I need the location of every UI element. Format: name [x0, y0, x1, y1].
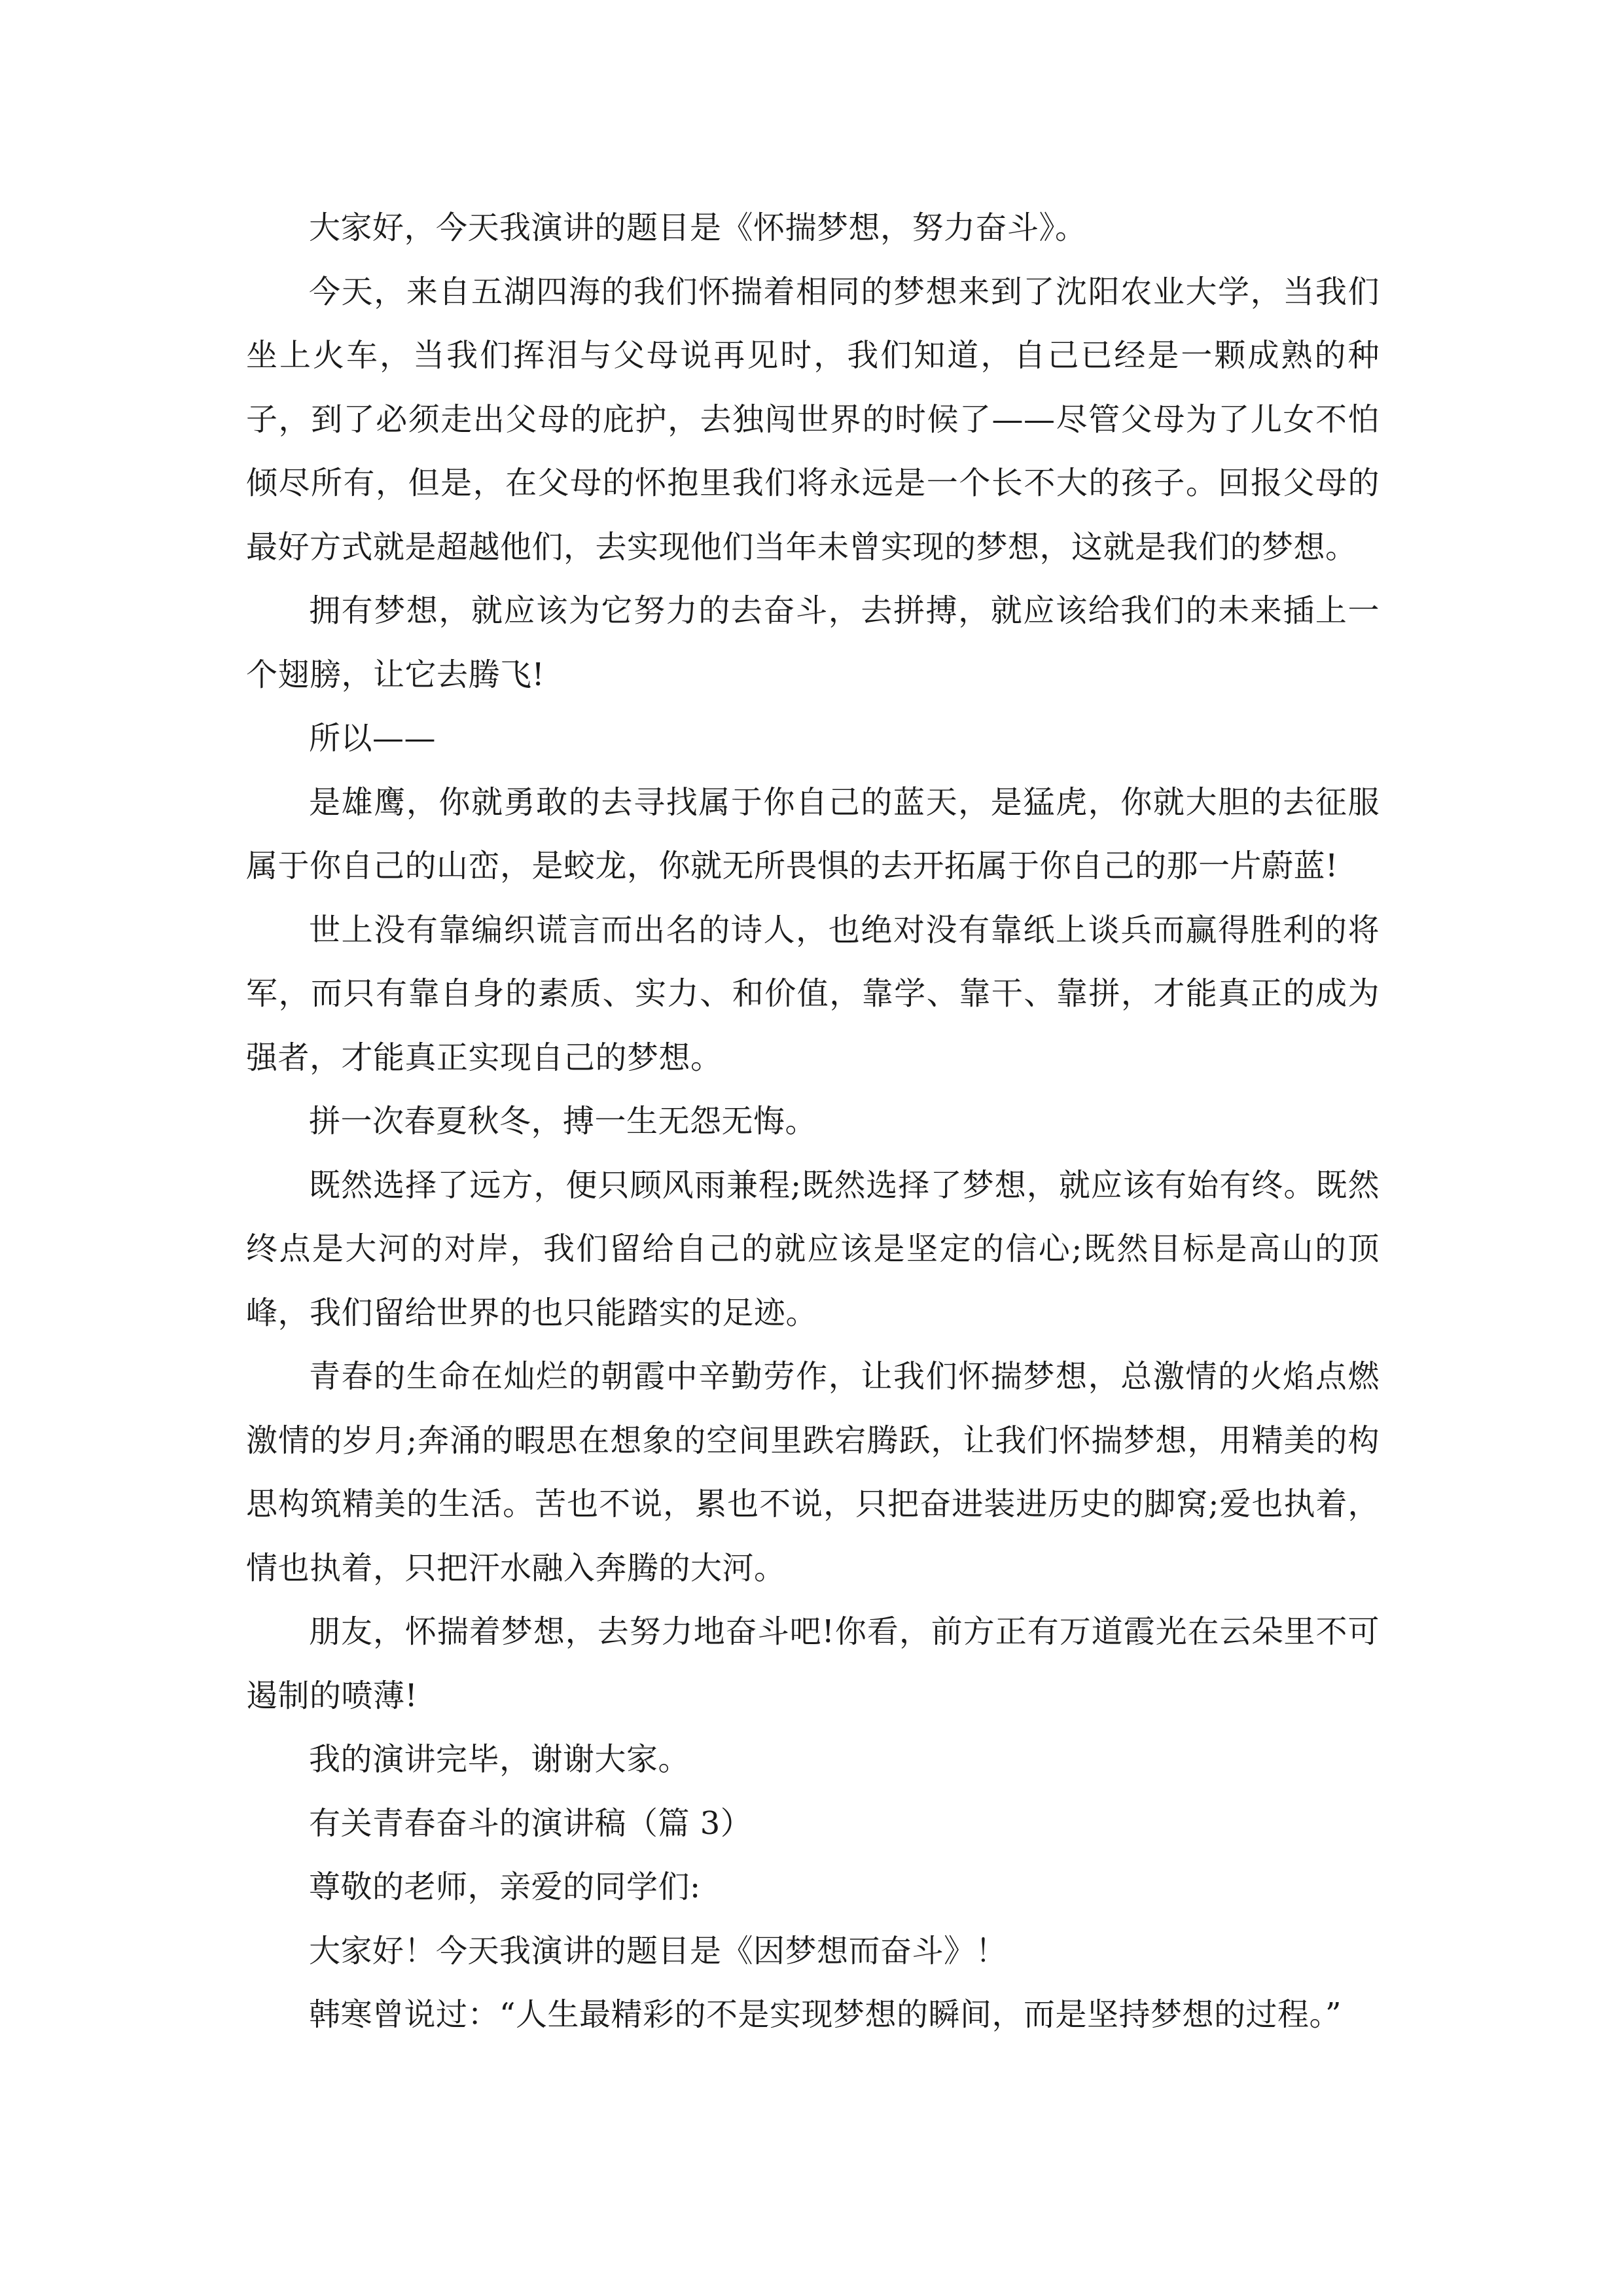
paragraph-therefore: 所以——	[309, 720, 437, 757]
paragraph-four-seasons: 拼一次春夏秋冬，搏一生无怨无悔。	[309, 1103, 817, 1139]
paragraph-chosen-distance: 既然选择了远方，便只顾风雨兼程;既然选择了梦想，就应该有始有终。既然终点是大河的对岸，我们留给自己的就应该是坚定的信心;既然目标是高山的顶峰，我们留给世界的也只能踏实的足迹。	[246, 1166, 1380, 1331]
paragraph-han-han-quote: 韩寒曾说过：“人生最精彩的不是实现梦想的瞬间，而是坚持梦想的过程。”	[309, 1996, 1342, 2033]
document-body	[246, 196, 1380, 2047]
paragraph-arrival: 今天，来自五湖四海的我们怀揣着相同的梦想来到了沈阳农业大学，当我们坐上火车，当我们挥泪与父母说再见时，我们知道，自己已经是一颗成熟的种子，到了必须走出父母的庇护，去独闯世界的时候了——尽管父母为了儿女不怕倾尽所有，但是，在父母的怀抱里我们将永远是一个长不大的孩子。回报父母的最好方式就是超越他们，去实现他们当年未曾实现的梦想，这就是我们的梦想。	[246, 273, 1380, 565]
paragraph-poet-general: 世上没有靠编织谎言而出名的诗人，也绝对没有靠纸上谈兵而赢得胜利的将军，而只有靠自身的素质、实力、和价值，靠学、靠干、靠拼，才能真正的成为强者，才能真正实现自己的梦想。	[246, 911, 1380, 1076]
paragraph-closing-thanks: 我的演讲完毕，谢谢大家。	[309, 1741, 690, 1778]
paragraph-greeting: 大家好，今天我演讲的题目是《怀揣梦想，努力奋斗》。	[309, 209, 1087, 246]
paragraph-eagle-tiger-dragon: 是雄鹰，你就勇敢的去寻找属于你自己的蓝天，是猛虎，你就大胆的去征服属于你自己的山峦，是蛟龙，你就无所畏惧的去开拓属于你自己的那一片蔚蓝!	[246, 783, 1380, 884]
paragraph-greeting-2: 大家好！今天我演讲的题目是《因梦想而奋斗》！	[309, 1932, 1008, 1969]
paragraph-friends: 朋友，怀揣着梦想，去努力地奋斗吧!你看，前方正有万道霞光在云朵里不可遏制的喷薄!	[246, 1613, 1380, 1714]
paragraph-youth-life: 青春的生命在灿烂的朝霞中辛勤劳作，让我们怀揣梦想，总激情的火焰点燃激情的岁月;奔涌的暇思在想象的空间里跌宕腾跃，让我们怀揣梦想，用精美的构思构筑精美的生活。苦也不说，累也不说，只把奋进装进历史的脚窝;爱也执着，情也执着，只把汗水融入奔腾的大河。	[246, 1358, 1380, 1587]
paragraph-having-dreams: 拥有梦想，就应该为它努力的去奋斗，去拼搏，就应该给我们的未来插上一个翅膀，让它去腾飞!	[246, 592, 1380, 693]
paragraph-salutation: 尊敬的老师，亲爱的同学们:	[309, 1869, 701, 1905]
section-heading-part-3: 有关青春奋斗的演讲稿（篇 3）	[309, 1804, 753, 1842]
